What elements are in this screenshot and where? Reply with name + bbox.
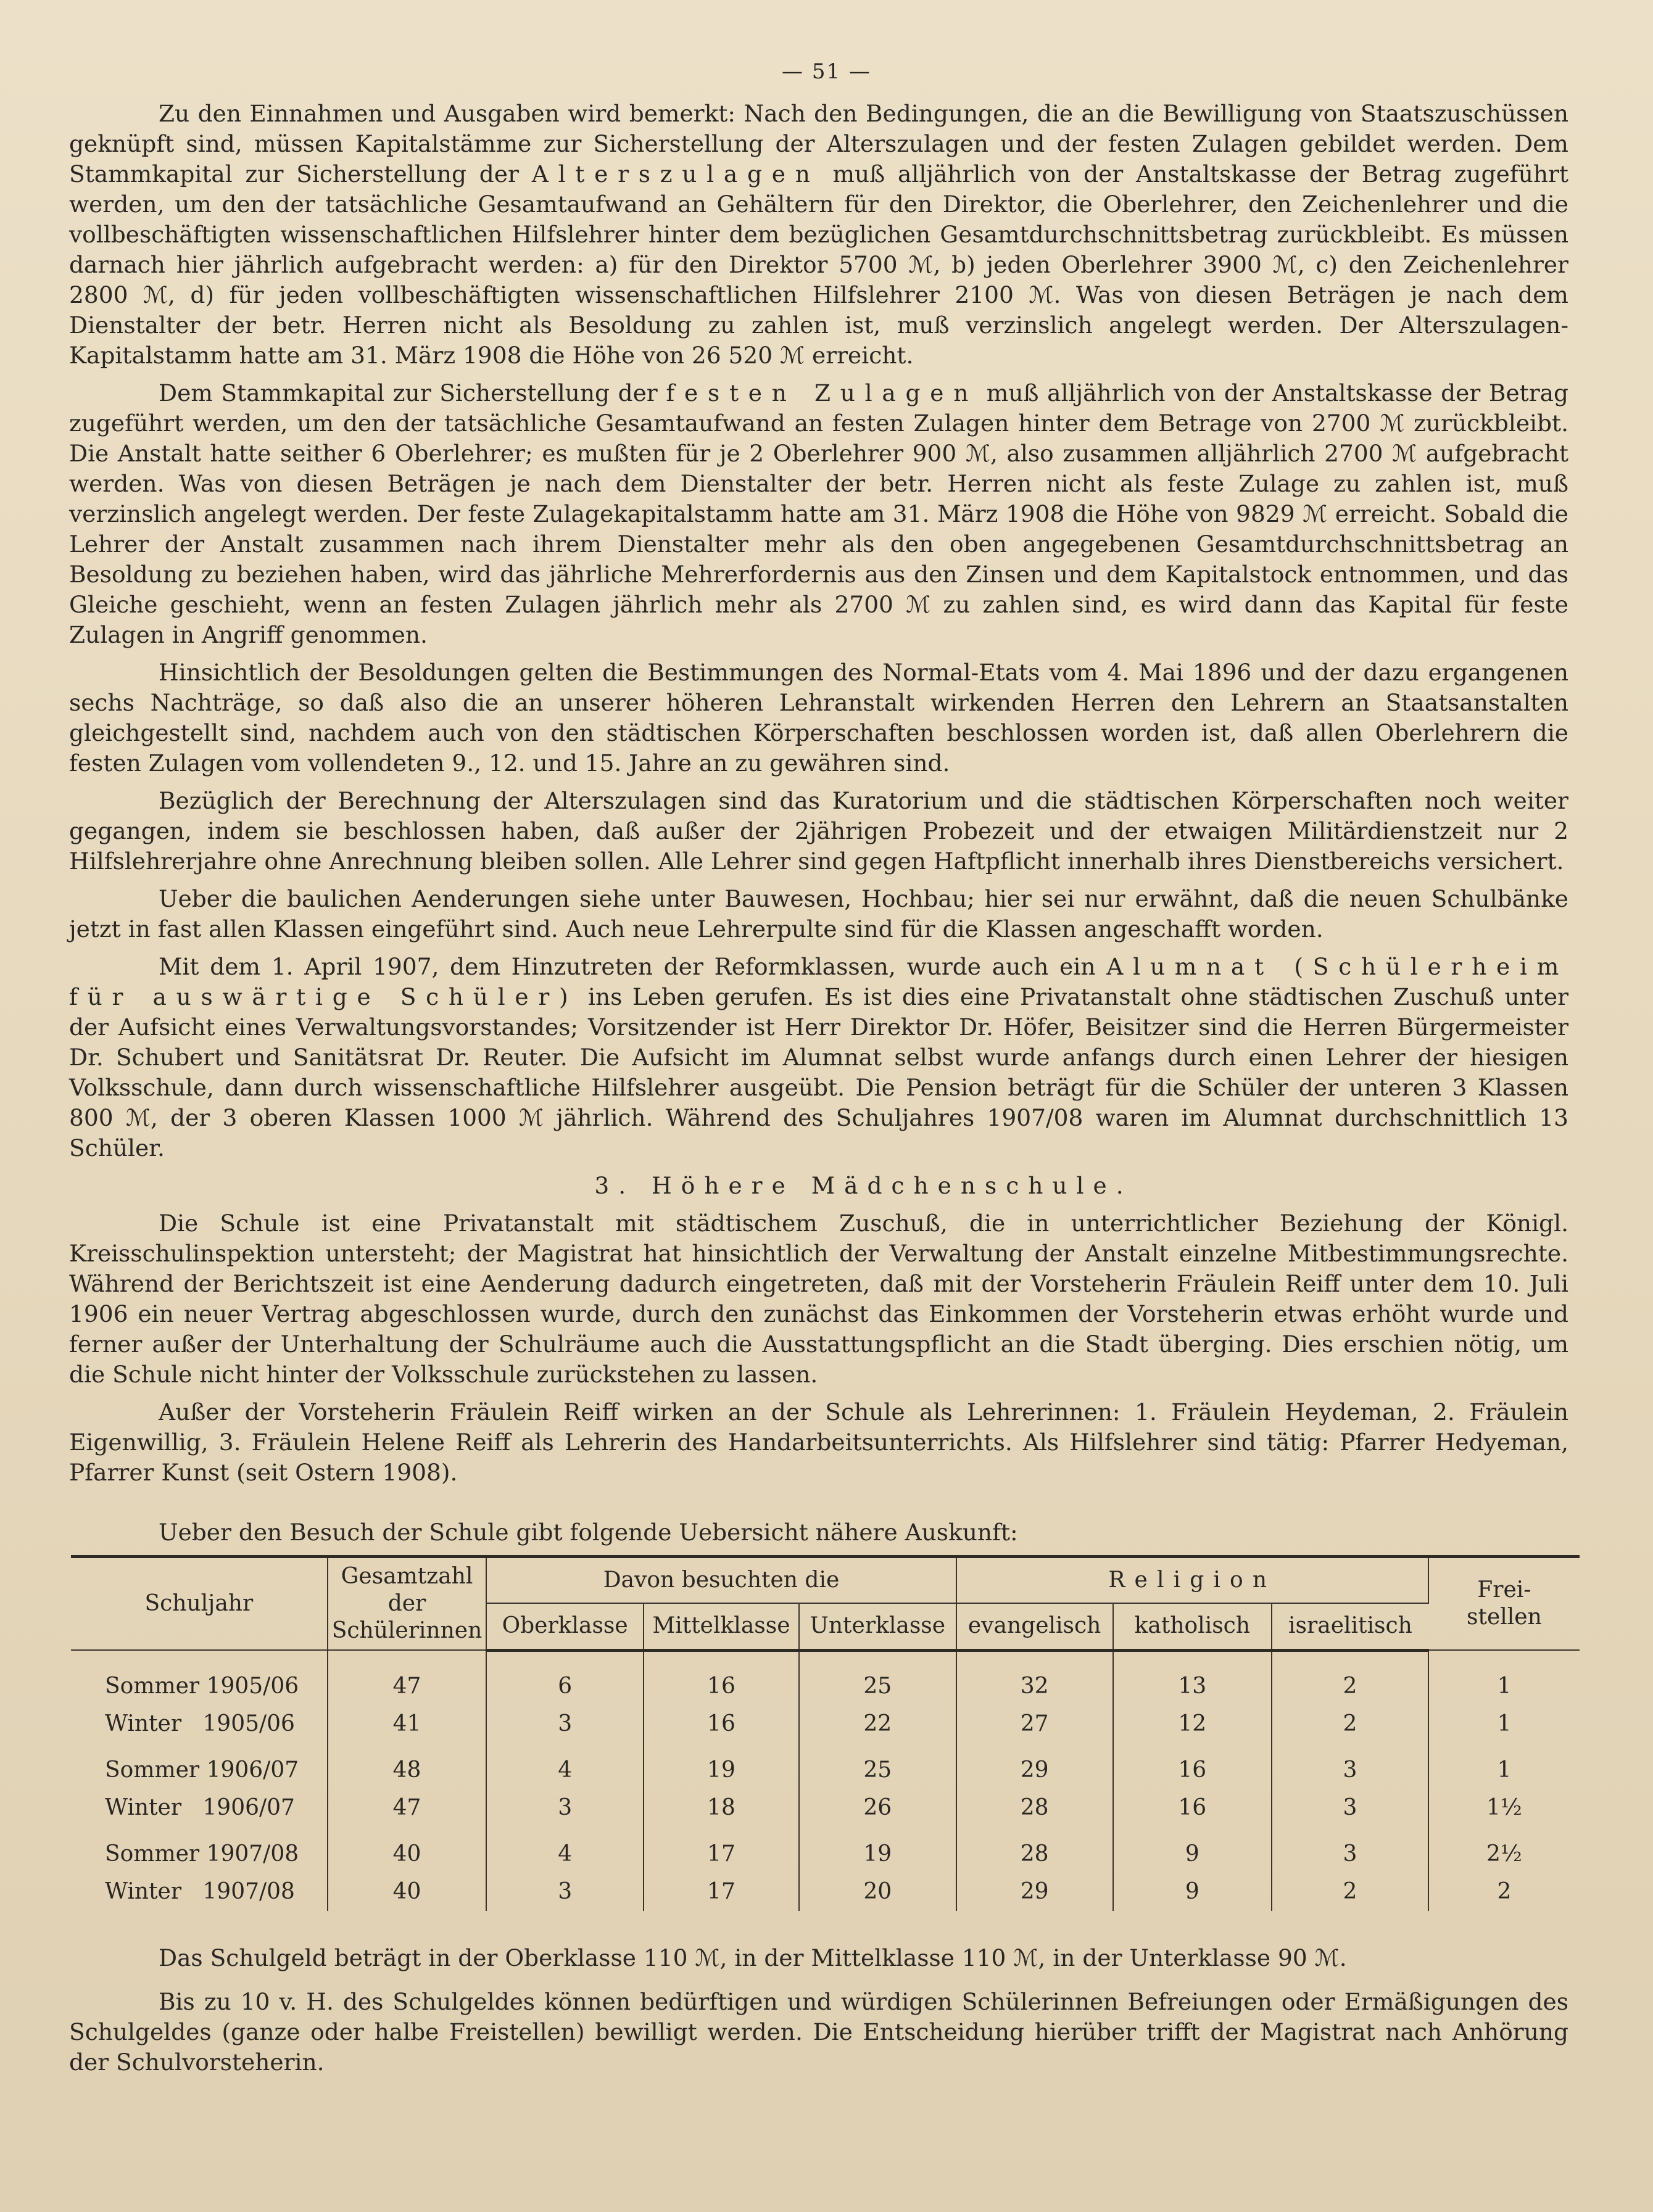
cell-gesamtzahl: 47 xyxy=(328,1668,487,1706)
cell-evangelisch: 28 xyxy=(956,1789,1113,1827)
cell-year: Sommer 1905/06 xyxy=(71,1668,328,1706)
header-gesamtzahl: Gesamtzahl der Schülerinnen xyxy=(328,1557,487,1651)
paragraph-besoldungen: Hinsichtlich der Besoldungen gelten die Bestimmungen des Normal-Etats vom 4. Mai 1896 und der dazu ergangenen sechs Nachträge, so daß also die an unserer höheren Lehranstalt wirkenden Herren den Lehrern an Staatsanstalten gleichgestellt sind, nachdem auch von den städtischen Körperschaften beschlossen worden ist, daß allen Oberlehrern die festen Zulagen vom vollendeten 9., 12. und 15. Jahre an zu gewähren sind. xyxy=(69,659,1568,777)
cell-year: Winter 1905/06 xyxy=(71,1706,328,1743)
table-group-gap xyxy=(71,1743,1580,1752)
header-israelitisch: israelitisch xyxy=(1272,1603,1428,1650)
paragraph-befreiungen: Bis zu 10 v. H. des Schulgeldes können bedürftigen und würdigen Schülerinnen Befreiungen oder Ermäßigungen des Schulgeldes (ganze oder halbe Freistellen) bewilligt werden. Die Entscheidung hierüber trifft der Magistrat nach Anhörung der Schulvorsteherin. xyxy=(69,1988,1568,2076)
cell-freistellen: 2 xyxy=(1497,1879,1512,1904)
cell-mittelklasse: 19 xyxy=(644,1752,799,1789)
cell-israelitisch: 2 xyxy=(1272,1668,1428,1706)
header-katholisch: katholisch xyxy=(1113,1603,1272,1650)
cell-israelitisch: 2 xyxy=(1272,1873,1428,1911)
paragraph-privatanstalt: Die Schule ist eine Privatanstalt mit städtischem Zuschuß, die in unterrichtlicher Beziehung der Königl. Kreisschulinspektion untersteht; der Magistrat hat hinsichtlich der Verwaltung der Anstalt einzelne Mitbestimmungsrechte. Während der Berichtszeit ist eine Aenderung dadurch eingetreten, daß mit der Vorsteherin Fräulein Reiff unter dem 10. Juli 1906 ein neuer Vertrag abgeschlossen wurde, durch den zunächst das Einkommen der Vorsteherin etwas erhöht wurde und ferner außer der Unterhaltung der Schulräume auch die Ausstattungspflicht an die Stadt überging. Dies erschien nötig, um die Schule nicht hinter der Volksschule zurückstehen zu lassen. xyxy=(69,1210,1568,1388)
cell-evangelisch: 29 xyxy=(956,1873,1113,1911)
cell-freistellen: 1 xyxy=(1497,1673,1512,1699)
cell-unterklasse: 25 xyxy=(799,1668,956,1706)
header-unterklasse: Unterklasse xyxy=(799,1603,956,1650)
table-row xyxy=(71,1752,1580,1789)
cell-mittelklasse: 17 xyxy=(644,1873,799,1911)
header-religion: Religion xyxy=(956,1557,1428,1604)
table-row xyxy=(71,1706,1580,1743)
cell-evangelisch: 27 xyxy=(956,1706,1113,1743)
cell-katholisch: 9 xyxy=(1113,1836,1272,1873)
cell-unterklasse: 20 xyxy=(799,1873,956,1911)
cell-gesamtzahl: 47 xyxy=(328,1789,487,1827)
cell-israelitisch: 3 xyxy=(1272,1789,1428,1827)
cell-evangelisch: 32 xyxy=(956,1668,1113,1706)
cell-oberklasse: 4 xyxy=(486,1836,644,1873)
attendance-table xyxy=(71,1555,1580,1911)
emphasis-alumnat: Alumnat (Schülerheim für auswärtige Schüler) xyxy=(69,953,1569,1010)
header-davon: Davon besuchten die xyxy=(486,1557,956,1604)
cell-katholisch: 9 xyxy=(1113,1873,1272,1911)
header-schuljahr: Schuljahr xyxy=(71,1557,328,1651)
table-group-gap xyxy=(71,1827,1580,1836)
cell-gesamtzahl: 41 xyxy=(328,1706,487,1743)
cell-unterklasse: 19 xyxy=(799,1836,956,1873)
cell-oberklasse: 3 xyxy=(486,1789,644,1827)
cell-katholisch: 16 xyxy=(1113,1752,1272,1789)
cell-year: Winter 1907/08 xyxy=(71,1873,328,1911)
cell-katholisch: 13 xyxy=(1113,1668,1272,1706)
cell-unterklasse: 25 xyxy=(799,1752,956,1789)
footer-body xyxy=(69,1943,1568,2091)
cell-year: Sommer 1907/08 xyxy=(71,1836,328,1873)
table-body xyxy=(71,1650,1580,1911)
table-row xyxy=(71,1789,1580,1827)
paragraph-alumnat: Mit dem 1. April 1907, dem Hinzutreten der Reformklassen, wurde auch ein Alumnat (Schülerheim für auswärtige Schüler) ins Leben gerufen. Es ist dies eine Privatanstalt ohne städtischen Zuschuß unter der Aufsicht eines Verwaltungsvorstandes; Vorsitzender ist Herr Direktor Dr. Höfer, Beisitzer sind die Herren Bürgermeister Dr. Schubert und Sanitätsrat Dr. Reuter. Die Aufsicht im Alumnat selbst wurde anfangs durch einen Lehrer der hiesigen Volksschule, dann durch wissenschaftliche Hilfslehrer ausgeübt. Die Pension beträgt für die Schüler der unteren 3 Klassen 800 ℳ, der 3 oberen Klassen 1000 ℳ jährlich. Während des Schuljahres 1907/08 waren im Alumnat durchschnittlich 13 Schüler. xyxy=(69,953,1569,1162)
cell-oberklasse: 6 xyxy=(486,1668,644,1706)
cell-unterklasse: 26 xyxy=(799,1789,956,1827)
paragraph-schulgeld: Das Schulgeld beträgt in der Oberklasse 110 ℳ, in der Mittelklasse 110 ℳ, in der Unterklasse 90 ℳ. xyxy=(159,1944,1347,1971)
cell-oberklasse: 3 xyxy=(486,1873,644,1911)
paragraph-feste-zulagen: Dem Stammkapital zur Sicherstellung der festen Zulagen muß alljährlich von der Anstaltskasse der Betrag zugeführt werden, um den der tatsächliche Gesamtaufwand an festen Zulagen hinter dem Betrage von 2700 ℳ zurückbleibt. Die Anstalt hatte seither 6 Oberlehrer; es mußten für je 2 Oberlehrer 900 ℳ, also zusammen alljährlich 2700 ℳ aufgebracht werden. Was von diesen Beträgen je nach dem Dienstalter der betr. Herren nicht als feste Zulage zu zahlen ist, muß verzinslich angelegt werden. Der feste Zulagekapitalstamm hatte am 31. März 1908 die Höhe von 9829 ℳ erreicht. Sobald die Lehrer der Anstalt zusammen nach ihrem Dienstalter mehr als den oben angegebenen Gesamtdurchschnittsbetrag an Besoldung zu beziehen haben, wird das jährliche Mehrerfordernis aus den Zinsen und dem Kapitalstock entnommen, und das Gleiche geschieht, wenn an festen Zulagen jährlich mehr als 2700 ℳ zu zahlen sind, es wird dann das Kapital für feste Zulagen in Angriff genommen. xyxy=(69,379,1569,648)
paragraph-lehrerinnen: Außer der Vorsteherin Fräulein Reiff wirken an der Schule als Lehrerinnen: 1. Fräulein Heydeman, 2. Fräulein Eigenwillig, 3. Fräulein Helene Reiff als Lehrerin des Handarbeitsunterrichts. Als Hilfslehrer sind tätig: Pfarrer Hedyeman, Pfarrer Kunst (seit Ostern 1908). xyxy=(69,1398,1568,1486)
emphasis-festen-zulagen: festen Zulagen xyxy=(666,379,979,406)
cell-evangelisch: 28 xyxy=(956,1836,1113,1873)
cell-israelitisch: 3 xyxy=(1272,1752,1428,1789)
paragraph-alterszulagen-berechnung: Bezüglich der Berechnung der Alterszulagen sind das Kuratorium und die städtischen Körperschaften noch weiter gegangen, indem sie beschlossen haben, daß außer der 2jährigen Probezeit und der etwaigen Militärdienstzeit nur 2 Hilfslehrerjahre ohne Anrechnung bleiben sollen. Alle Lehrer sind gegen Haftpflicht innerhalb ihres Dienstbereichs versichert. xyxy=(69,787,1568,875)
table-row xyxy=(71,1836,1580,1873)
cell-israelitisch: 2 xyxy=(1272,1706,1428,1743)
header-freistellen: Frei- stellen xyxy=(1428,1557,1580,1651)
report-body xyxy=(69,99,1568,1567)
table-row xyxy=(71,1668,1580,1706)
header-mittelklasse: Mittelklasse xyxy=(644,1603,799,1650)
cell-year: Sommer 1906/07 xyxy=(71,1752,328,1789)
cell-mittelklasse: 18 xyxy=(644,1789,799,1827)
cell-katholisch: 12 xyxy=(1113,1706,1272,1743)
emphasis-alterszulagen: Alterszulagen xyxy=(531,160,820,188)
cell-mittelklasse: 16 xyxy=(644,1706,799,1743)
table-intro: Ueber den Besuch der Schule gibt folgende Uebersicht nähere Auskunft: xyxy=(159,1519,1018,1546)
cell-unterklasse: 22 xyxy=(799,1706,956,1743)
paragraph-einnahmen: Zu den Einnahmen und Ausgaben wird bemerkt: Nach den Bedingungen, die an die Bewilligung von Staatszuschüssen geknüpft sind, müssen Kapitalstämme zur Sicherstellung der Alterszulagen und der festen Zulagen gebildet werden. Dem Stammkapital zur Sicherstellung der Alterszulagen muß alljährlich von der Anstaltskasse der Betrag zugeführt werden, um den der tatsächliche Gesamtaufwand an Gehältern für den Direktor, die Oberlehrer, den Zeichenlehrer und die vollbeschäftigten wissenschaftlichen Hilfslehrer hinter dem bezüglichen Gesamtdurchschnittsbetrag zurückbleibt. Es müssen darnach hier jährlich aufgebracht werden: a) für den Direktor 5700 ℳ, b) jeden Oberlehrer 3900 ℳ, c) den Zeichenlehrer 2800 ℳ, d) für jeden vollbeschäftigten wissenschaftlichen Hilfslehrer 2100 ℳ. Was von diesen Beträgen je nach dem Dienstalter der betr. Herren nicht als Besoldung zu zahlen ist, muß verzinslich angelegt werden. Der Alterszulagen-Kapitalstamm hatte am 31. März 1908 die Höhe von 26 520 ℳ erreicht. xyxy=(69,100,1568,369)
header-oberklasse: Oberklasse xyxy=(486,1603,644,1650)
section-heading-maedchenschule: 3. Höhere Mädchenschule. xyxy=(594,1172,1133,1199)
cell-gesamtzahl: 40 xyxy=(328,1836,487,1873)
header-evangelisch: evangelisch xyxy=(956,1603,1113,1650)
cell-year: Winter 1906/07 xyxy=(71,1789,328,1827)
table-spacer xyxy=(71,1650,1580,1668)
cell-katholisch: 16 xyxy=(1113,1789,1272,1827)
cell-freistellen: 1½ xyxy=(1486,1795,1522,1820)
cell-gesamtzahl: 48 xyxy=(328,1752,487,1789)
cell-gesamtzahl: 40 xyxy=(328,1873,487,1911)
table-row xyxy=(71,1873,1580,1911)
cell-oberklasse: 4 xyxy=(486,1752,644,1789)
page-number: — 51 — xyxy=(782,59,871,84)
cell-freistellen: 1 xyxy=(1497,1757,1512,1783)
cell-mittelklasse: 16 xyxy=(644,1668,799,1706)
paragraph-bauliche-aenderungen: Ueber die baulichen Aenderungen siehe unter Bauwesen, Hochbau; hier sei nur erwähnt, daß die neuen Schulbänke jetzt in fast allen Klassen eingeführt sind. Auch neue Lehrerpulte sind für die Klassen angeschafft worden. xyxy=(69,885,1568,943)
cell-evangelisch: 29 xyxy=(956,1752,1113,1789)
cell-oberklasse: 3 xyxy=(486,1706,644,1743)
cell-israelitisch: 3 xyxy=(1272,1836,1428,1873)
cell-mittelklasse: 17 xyxy=(644,1836,799,1873)
cell-freistellen: 2½ xyxy=(1486,1841,1522,1867)
cell-freistellen: 1 xyxy=(1497,1711,1512,1736)
